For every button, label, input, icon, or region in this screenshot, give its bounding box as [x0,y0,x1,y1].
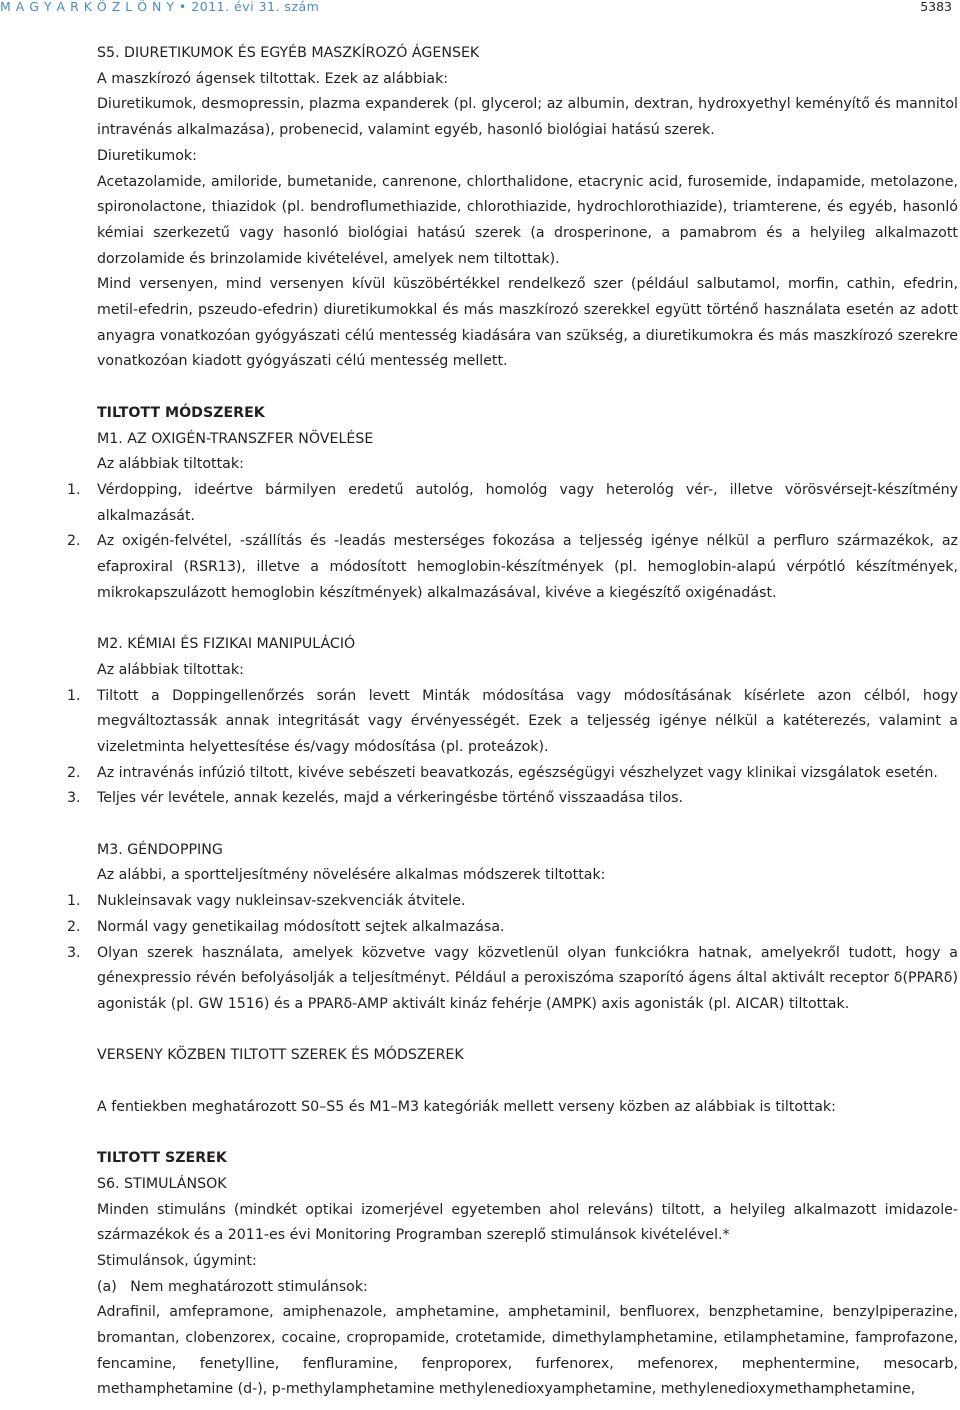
item-text: Normál vagy genetikailag módosított sejtek alkalmazása. [97,918,505,935]
s6-a-line [97,1275,958,1301]
s6-text: Minden stimuláns (mindkét optikai izomerjével egyetemben ahol releváns) tiltott, a helyileg alkalmazott imidazole-származékok és a 2011-es évi Monitoring Programban szereplő stimulánsok kivételével.* [97,1201,958,1244]
s5-intro: A maszkírozó ágensek tiltottak. Ezek az alábbiak: [97,70,449,87]
list-item [67,941,958,1018]
item-text: Az oxigén-felvétel, -szállítás és -leadás mesterséges fokozása a teljesség igénye nélkül a perfluro származékok, az efaproxiral (RSR13), illetve a módosított hemoglobin-készítmények (pl. hemoglobin-alapú vérpótló készítmények, mikrokapszulázott hemoglobin készítmények) alkalmazásával, kivéve a kiegészítő oxigénadást. [97,533,958,601]
list-item [67,761,958,787]
item-number: 1. [67,481,81,498]
item-number: 2. [67,764,81,781]
list-item [67,684,958,761]
item-text: Tiltott a Doppingellenőrzés során levett Minták módosítása vagy módosításának kísérlete azon célból, hogy megváltoztassák annak integritását vagy érvényességét. Ezek a teljesség igénye nélkül a katéterezés, valamint a vizeletminta helyettesítése és/vagy módosítása (pl. proteázok). [97,687,958,755]
list-item [67,889,958,915]
threshold-note: Mind versenyen, mind versenyen kívül küszöbértékkel rendelkező szer (például salbutamol, morfin, cathin, efedrin, metil-efedrin, pszeudo-efedrin) diuretikumokkal és más maszkírozó szerekkel együtt történő használata esetén az adott anyagra vonatkozóan gyógyászati célú mentesség kiadására van szükség, a diuretikumokra és más maszkírozó szerekre vonatkozóan kiadott gyógyászati célú mentesség mellett. [97,276,958,370]
item-number: 1. [67,687,81,704]
journal-title: M A G Y A R K Ö Z L Ö N Y • 2011. évi 31. szám [0,0,320,14]
item-number: 3. [67,790,81,807]
list-item [67,478,958,529]
s6-title: S6. STIMULÁNSOK [97,1175,227,1192]
in-competition-heading: VERSENY KÖZBEN TILTOTT SZEREK ÉS MÓDSZEREK [97,1047,464,1064]
methods-heading: TILTOTT MÓDSZEREK [97,404,265,421]
s5-title: S5. DIURETIKUMOK ÉS EGYÉB MASZKÍROZÓ ÁGENSEK [97,45,480,61]
s6-a-text: Nem meghatározott stimulánsok: [130,1278,368,1295]
item-number: 2. [67,918,81,935]
item-number: 1. [67,893,81,910]
item-text: Olyan szerek használata, amelyek közvetve vagy közvetlenül olyan funkciókra hatnak, amelyekről tudott, hogy a génexpressio révén befolyásolják a teljesítményt. Például a peroxiszóma szaporító ágens által aktivált receptor δ(PPARδ) agonisták (pl. GW 1516) és a PPARδ-AMP aktivált kináz fehérje (AMPK) axis agonisták (pl. AICAR) tiltottak. [97,944,958,1012]
s6-a-label: (a) [97,1278,117,1295]
diuretics-list: Acetazolamide, amiloride, bumetanide, canrenone, chlorthalidone, etacrynic acid, furosemide, indapamide, metolazone, spironolactone, thiazidok (pl. bendroflumethiazide, chlorothiazide, hydrochlorothiazide), triamterene, és egyéb, hasonló kémiai szerkezetű vagy hasonló biológiai hatású szerek (a drosperinone, a pamabrom és a helyileg alkalmazott dorzolamide és brinzolamide kivételével, amelyek nem tiltottak). [97,173,958,267]
s6-sub: Stimulánsok, úgymint: [97,1252,257,1269]
list-item [67,529,958,606]
item-text: Teljes vér levétele, annak kezelés, majd a vérkeringésbe történő visszaadása tilos. [97,790,684,807]
stimulants-list: Adrafinil, amfepramone, amiphenazole, amphetamine, amphetaminil, benfluorex, benzphetamine, benzylpiperazine, bromantan, clobenzorex, cocaine, cropropamide, crotetamide, dimethylamphetamine, etilamphetamine, famprofazone, fencamine, fenetylline, fenfluramine, fenproporex, furfenorex, mefenorex, mephentermine, mesocarb, methamphetamine (d-), p-methylamphetamine methylenedioxyamphetamine, methylenedioxymethamphetamine, [97,1304,958,1398]
substances-heading: TILTOTT SZEREK [97,1150,227,1167]
page-number: 5383 [920,0,952,14]
item-text: Az intravénás infúzió tiltott, kivéve sebészeti beavatkozás, egészségügyi vészhelyzet vagy klinikai vizsgálatok esetén. [97,764,938,781]
list-item [67,915,958,941]
m3-intro: Az alábbi, a sportteljesítmény növelésére alkalmas módszerek tiltottak: [97,867,606,884]
in-competition-text: A fentiekben meghatározott S0–S5 és M1–M3 kategóriák mellett verseny közben az alábbiak is tiltottak: [97,1098,836,1115]
page-header [0,0,960,14]
page-content [67,41,958,1403]
m1-intro: Az alábbiak tiltottak: [97,456,244,473]
item-number: 3. [67,944,81,961]
item-number: 2. [67,533,81,550]
m2-intro: Az alábbiak tiltottak: [97,661,244,678]
s5-masking-agents: Diuretikumok, desmopressin, plazma expanderek (pl. glycerol; az albumin, dextran, hydroxyethyl keményítő és mannitol intravénás alkalmazása), probenecid, valamint egyéb, hasonló biológiai hatású szerek. [97,96,958,139]
m1-title: M1. AZ OXIGÉN-TRANSZFER NÖVELÉSE [97,430,374,447]
item-text: Nukleinsavak vagy nukleinsav-szekvenciák átvitele. [97,893,466,910]
m2-title: M2. KÉMIAI ÉS FIZIKAI MANIPULÁCIÓ [97,636,356,653]
m3-title: M3. GÉNDOPPING [97,841,223,858]
list-item [67,786,958,812]
diuretics-label: Diuretikumok: [97,147,197,164]
item-text: Vérdopping, ideértve bármilyen eredetű autológ, homológ vagy heterológ vér-, illetve vörösvérsejt-készítmény alkalmazását. [97,481,958,524]
